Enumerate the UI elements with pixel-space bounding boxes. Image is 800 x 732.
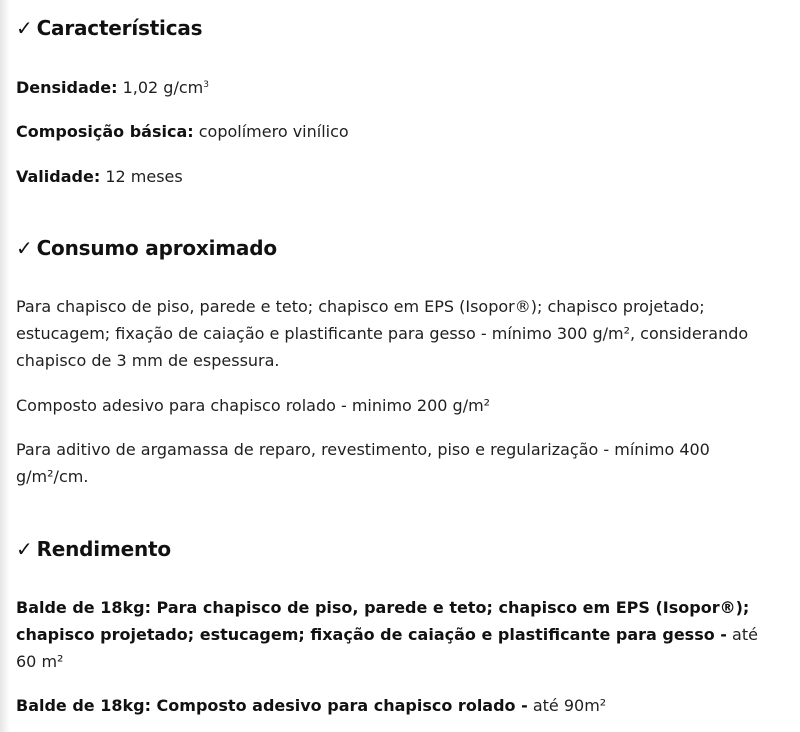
rendimento-item-1-label: Balde de 18kg: Para chapisco de piso, parede e teto; chapisco em EPS (Isopor®); chapisco projetado; estucagem; fixação de caiação e plastificante para gesso - [16, 598, 750, 644]
validade-value: 12 meses [105, 167, 183, 186]
rendimento-item-2-label: Balde de 18kg: Composto adesivo para chapisco rolado - [16, 696, 528, 715]
check-icon: ✓ [16, 16, 33, 40]
validade-line [16, 163, 760, 190]
section-title-caracteristicas [16, 16, 760, 40]
left-shadow [0, 0, 10, 732]
check-icon: ✓ [16, 236, 33, 260]
densidade-line [16, 74, 760, 101]
rendimento-item-2 [16, 692, 760, 719]
section-title-consumo [16, 236, 760, 260]
densidade-value: 1,02 g/cm [122, 78, 204, 97]
rendimento-item-2-value: até 90m² [527, 696, 607, 715]
section-title-text: Características [36, 16, 203, 40]
consumo-paragraph-3: Para aditivo de argamassa de reparo, revestimento, piso e regularização - mínimo 400 g/m²/cm. [16, 440, 710, 486]
composicao-label: Composição básica: [16, 122, 194, 141]
rendimento-item-1 [16, 594, 760, 675]
section-title-rendimento [16, 537, 760, 561]
consumo-paragraph-2: Composto adesivo para chapisco rolado - minimo 200 g/m² [16, 396, 491, 415]
composicao-value: copolímero vinílico [198, 122, 349, 141]
composicao-line [16, 118, 760, 145]
rendimento-item-1-value: até 60 m² [16, 625, 758, 671]
validade-label: Validade: [16, 167, 101, 186]
section-title-text: Consumo aproximado [36, 236, 277, 260]
section-title-text: Rendimento [36, 537, 171, 561]
densidade-sup: 3 [203, 80, 209, 90]
consumo-paragraph-1: Para chapisco de piso, parede e teto; chapisco em EPS (Isopor®); chapisco projetado; estucagem; fixação de caiação e plastificante para gesso - mínimo 300 g/m², considerando chapisco de 3 mm de espessura. [16, 297, 749, 370]
densidade-label: Densidade: [16, 78, 118, 97]
check-icon: ✓ [16, 537, 33, 561]
